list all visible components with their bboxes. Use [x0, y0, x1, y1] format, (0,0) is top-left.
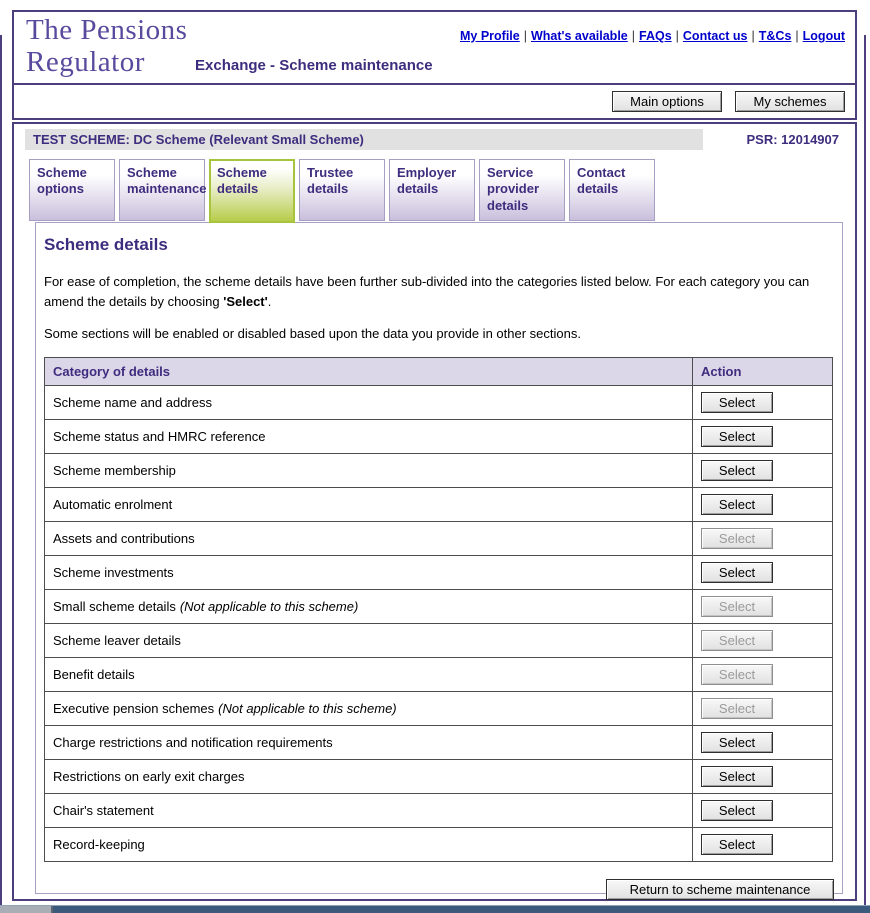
- tab-trustee-details[interactable]: [299, 159, 385, 221]
- nav-separator: |: [523, 29, 527, 43]
- category-label: Charge restrictions and notification requirements: [53, 734, 333, 750]
- select-button[interactable]: Select: [701, 800, 773, 821]
- category-label: Scheme status and HMRC reference: [53, 428, 266, 444]
- table-row: [45, 725, 833, 759]
- scheme-title: TEST SCHEME: DC Scheme (Relevant Small Scheme): [25, 129, 703, 150]
- my-schemes-button[interactable]: My schemes: [735, 91, 845, 112]
- category-label: Automatic enrolment: [53, 496, 173, 512]
- select-button[interactable]: Select: [701, 562, 773, 583]
- intro-select-emphasis: 'Select': [223, 293, 268, 309]
- main-panel: [12, 122, 857, 901]
- pensions-regulator-logo: [24, 12, 197, 81]
- top-nav: [460, 29, 845, 43]
- tab-label: Scheme details: [217, 165, 267, 197]
- table-row: [45, 521, 833, 555]
- tab-contact-details[interactable]: [569, 159, 655, 221]
- table-row: [45, 827, 833, 861]
- nav-link-contact-us[interactable]: Contact us: [682, 29, 748, 43]
- nav-link-my-profile[interactable]: My Profile: [459, 29, 520, 43]
- return-button-row: [43, 879, 834, 900]
- select-button: Select: [701, 698, 773, 719]
- page-frame-right-border: [864, 35, 866, 905]
- table-row: [45, 555, 833, 589]
- table-row: [45, 793, 833, 827]
- category-note: (Not applicable to this scheme): [179, 598, 359, 614]
- nav-separator: |: [631, 29, 635, 43]
- select-button[interactable]: Select: [701, 460, 773, 481]
- nav-separator: |: [795, 29, 799, 43]
- intro-text-end: .: [267, 293, 272, 309]
- tab-scheme-details[interactable]: [209, 159, 295, 223]
- tab-label: Trustee details: [307, 165, 354, 197]
- tab-label: Scheme maintenance: [127, 165, 207, 197]
- category-table: [44, 357, 833, 862]
- tab-label: Contact details: [577, 165, 626, 197]
- psr-number: PSR: 12014907: [703, 129, 845, 150]
- table-header-row: [45, 357, 833, 385]
- category-label: Scheme name and address: [53, 394, 212, 410]
- category-label: Scheme membership: [53, 462, 176, 478]
- category-label: Scheme investments: [53, 564, 174, 580]
- category-label: Scheme leaver details: [53, 632, 181, 648]
- tab-bar: [29, 159, 855, 223]
- select-button: Select: [701, 596, 773, 617]
- table-row: [45, 385, 833, 419]
- logo-line-1: The Pensions: [26, 14, 188, 46]
- category-label: Small scheme details: [53, 598, 176, 614]
- nav-separator: |: [751, 29, 755, 43]
- category-label: Record-keeping: [53, 836, 145, 852]
- table-row: [45, 589, 833, 623]
- select-button: Select: [701, 528, 773, 549]
- table-row: [45, 623, 833, 657]
- table-row: [45, 691, 833, 725]
- scheme-title-bar: [25, 129, 845, 150]
- tab-service-provider-details[interactable]: [479, 159, 565, 221]
- select-button[interactable]: Select: [701, 392, 773, 413]
- header: [12, 10, 857, 85]
- nav-link-tcs[interactable]: T&Cs: [758, 29, 792, 43]
- column-header-category: Category of details: [45, 357, 693, 385]
- nav-link-whats-available[interactable]: What's available: [530, 29, 628, 43]
- tab-label: Scheme options: [37, 165, 87, 197]
- select-button[interactable]: Select: [701, 732, 773, 753]
- select-button: Select: [701, 664, 773, 685]
- select-button[interactable]: Select: [701, 426, 773, 447]
- category-note: (Not applicable to this scheme): [218, 700, 397, 716]
- nav-link-logout[interactable]: Logout: [802, 29, 845, 43]
- tab-scheme-maintenance[interactable]: [119, 159, 205, 221]
- category-label: Assets and contributions: [53, 530, 195, 546]
- table-row: [45, 657, 833, 691]
- nav-link-faqs[interactable]: FAQs: [639, 29, 672, 43]
- content-panel: [35, 222, 843, 897]
- logo-line-2: Regulator: [26, 46, 145, 79]
- toolbar: [12, 83, 857, 120]
- tab-label: Service provider details: [487, 165, 540, 213]
- table-row: [45, 487, 833, 521]
- return-button[interactable]: Return to scheme maintenance: [606, 879, 834, 900]
- select-button[interactable]: Select: [701, 834, 773, 855]
- category-label: Benefit details: [53, 666, 135, 682]
- category-label: Chair's statement: [53, 802, 154, 818]
- main-options-button[interactable]: Main options: [612, 91, 722, 112]
- column-header-action: Action: [693, 357, 833, 385]
- category-label: Executive pension schemes: [53, 700, 215, 716]
- status-bar: [0, 905, 870, 913]
- select-button[interactable]: Select: [701, 494, 773, 515]
- table-row: [45, 453, 833, 487]
- intro-paragraph-1: [44, 272, 819, 311]
- intro-text: For ease of completion, the scheme details have been further sub-divided into the categories listed below. For each category you can amend the details by choosing: [44, 274, 810, 309]
- table-row: [45, 759, 833, 793]
- status-bar-left-segment: [0, 906, 53, 913]
- app-title: Exchange - Scheme maintenance: [195, 57, 433, 74]
- category-label: Restrictions on early exit charges: [53, 768, 245, 784]
- tab-label: Employer details: [397, 165, 457, 197]
- select-button[interactable]: Select: [701, 766, 773, 787]
- page-frame-left-border: [0, 35, 2, 905]
- table-row: [45, 419, 833, 453]
- page-title: Scheme details: [44, 235, 168, 254]
- intro-paragraph-2: Some sections will be enabled or disabled based upon the data you provide in other sections.: [44, 326, 581, 341]
- tab-employer-details[interactable]: [389, 159, 475, 221]
- select-button: Select: [701, 630, 773, 651]
- nav-separator: |: [675, 29, 679, 43]
- tab-scheme-options[interactable]: [29, 159, 115, 221]
